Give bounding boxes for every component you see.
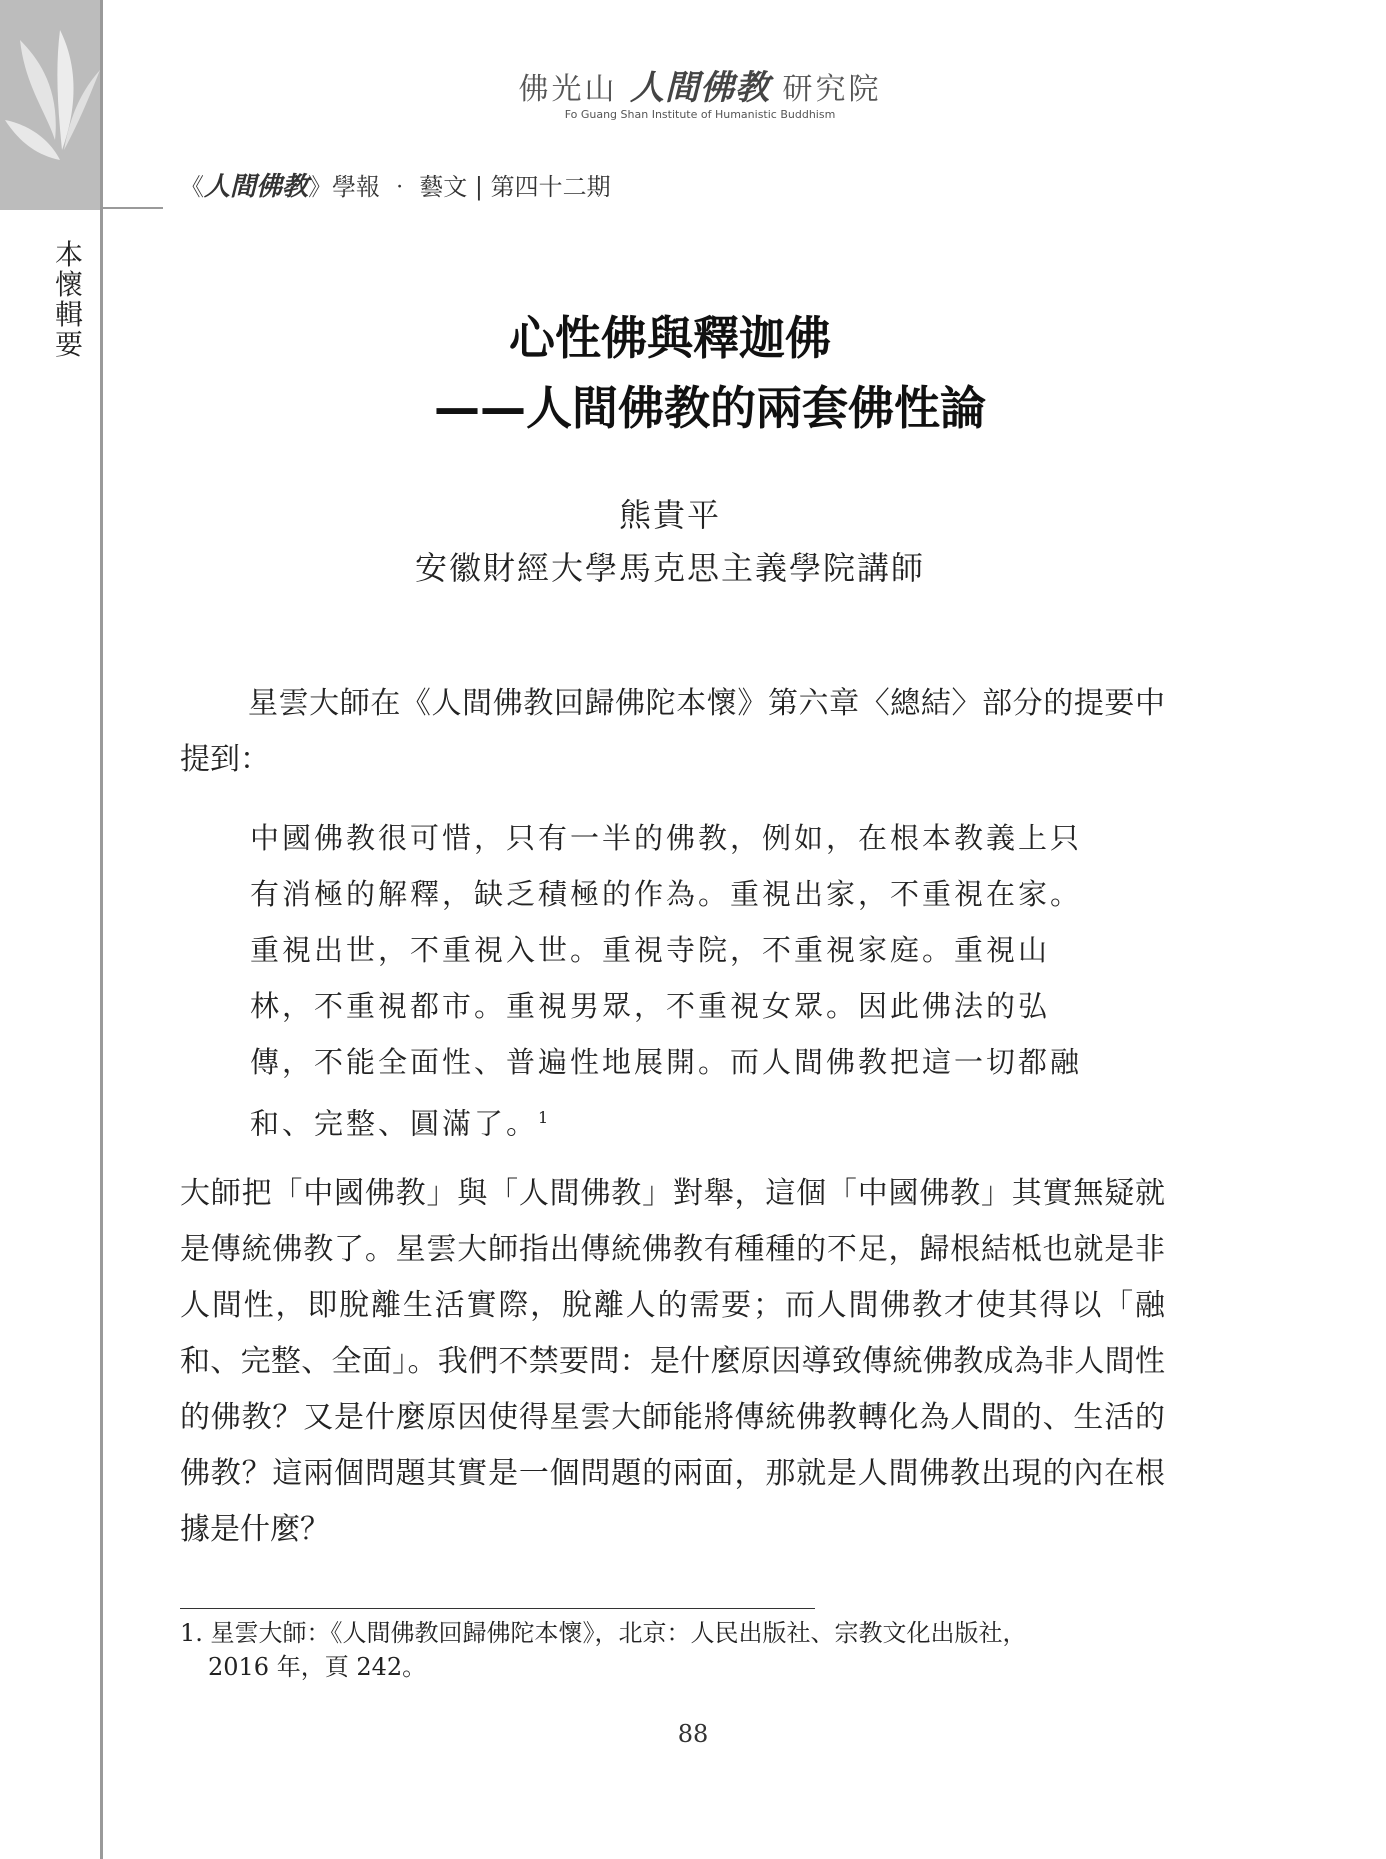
- section-label-char: 要: [54, 328, 83, 361]
- institute-name: [480, 60, 920, 109]
- footnote-line: 1. 星雲大師：《人間佛教回歸佛陀本懷》，北京：人民出版社、宗教文化出版社，: [180, 1619, 1027, 1647]
- footnote-line: 2016 年，頁 242。: [208, 1653, 427, 1681]
- author-affiliation: 安徽財經大學馬克思主義學院講師: [414, 549, 925, 587]
- lotus-logo-icon: [0, 0, 103, 210]
- header-corner-rule: [103, 207, 163, 209]
- footnote-divider: [180, 1608, 815, 1609]
- footnote: [180, 1616, 1170, 1684]
- section-label-char: 本: [54, 238, 83, 271]
- body-paragraph-1: 星雲大師在《人間佛教回歸佛陀本懷》第六章〈總結〉部分的提要中提到：: [180, 686, 1165, 777]
- journal-header: [180, 166, 611, 203]
- article-title: 心性佛與釋迦佛: [509, 311, 831, 365]
- institute-right: 研究院: [782, 72, 882, 107]
- footnote-ref[interactable]: 1: [538, 1108, 552, 1127]
- journal-bracket: 《: [180, 173, 204, 201]
- quote-text: 中國佛教很可惜，只有一半的佛教，例如，在根本教義上只有消極的解釋，缺乏積極的作為。重視出家，不重視在家。重視出世，不重視入世。重視寺院，不重視家庭。重視山林，不重視都市。重視男眾，不重視女眾。因此佛法的弘傳，不能全面性、普遍性地展開。而人間佛教把這一切都融和、完整、圓滿了。: [250, 821, 1083, 1141]
- article-subtitle: ——人間佛教的兩套佛性論: [434, 381, 986, 435]
- section-label-char: 輯: [54, 298, 83, 331]
- journal-issue: 》學報 ‧ 藝文 | 第四十二期: [308, 173, 611, 201]
- section-label: [52, 240, 86, 360]
- institute-english-name: Fo Guang Shan Institute of Humanistic Buddhism: [564, 108, 836, 121]
- margin-rule: [100, 0, 103, 1859]
- institute-logo-text: 人間佛教: [630, 68, 770, 108]
- author-name: 熊貴平: [618, 496, 721, 534]
- corner-decoration: [0, 0, 103, 210]
- page-number: 88: [677, 1720, 709, 1748]
- institute-left: 佛光山: [518, 72, 618, 107]
- section-label-char: 懷: [54, 268, 83, 301]
- journal-name: 人間佛教: [204, 172, 309, 202]
- body-paragraph-2: 大師把「中國佛教」與「人間佛教」對舉，這個「中國佛教」其實無疑就是傳統佛教了。星雲大師指出傳統佛教有種種的不足，歸根結柢也就是非人間性，即脫離生活實際，脫離人的需要；而人間佛教才使其得以「融和、完整、全面」。我們不禁要問：是什麼原因導致傳統佛教成為非人間性的佛教？又是什麼原因使得星雲大師能將傳統佛教轉化為人間的、生活的佛教？這兩個問題其實是一個問題的兩面，那就是人間佛教出現的內在根據是什麼？: [180, 1176, 1165, 1547]
- block-quote: [250, 810, 1100, 1152]
